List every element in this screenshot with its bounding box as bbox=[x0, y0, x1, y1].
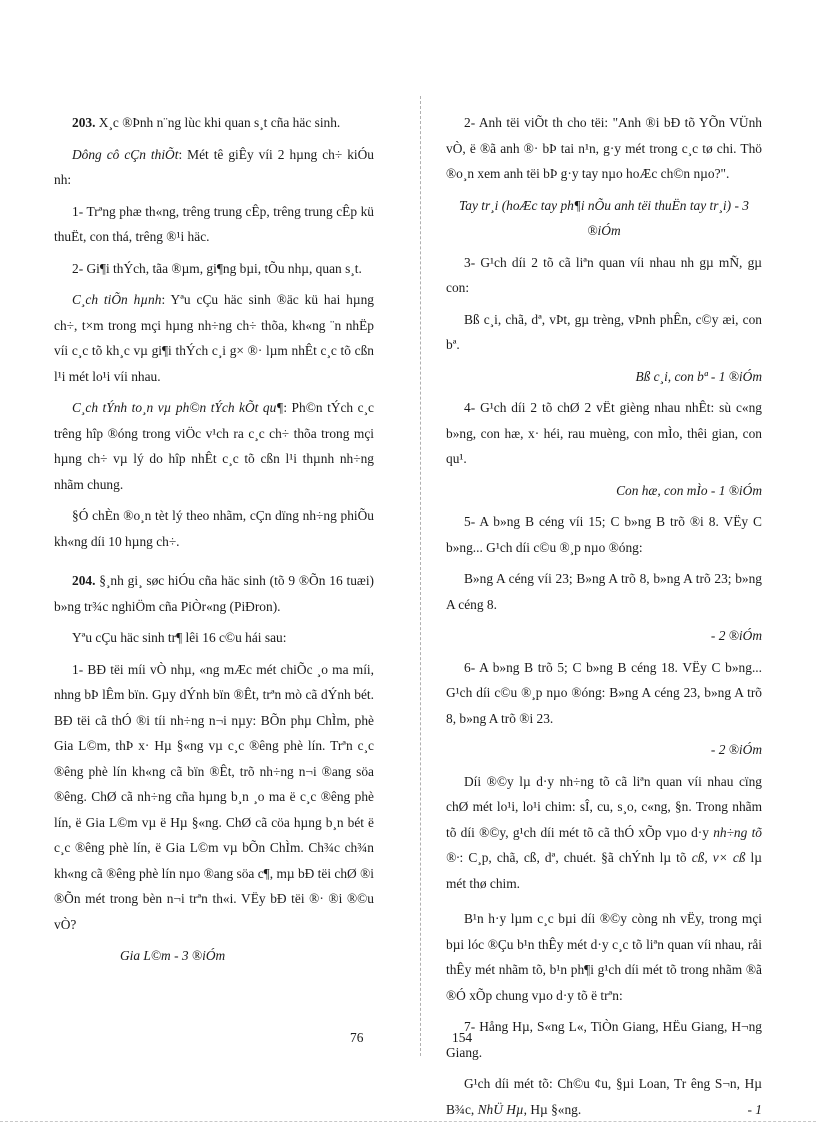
page-number-left: 76 bbox=[350, 1030, 364, 1045]
question-5: 5- A b»ng B céng víi 15; C b»ng B trõ ®i 8. VËy C b»ng... G¹ch díi c©u ®¸p nµo ®óng: bbox=[446, 514, 762, 555]
question-3: 3- G¹ch díi 2 tõ cã liªn quan víi nhau nh gµ mÑ, gµ con: bbox=[446, 254, 762, 295]
heading-203-number: 203. bbox=[72, 115, 96, 130]
question-7-score: - 1 bbox=[747, 1101, 762, 1117]
heading-204 bbox=[54, 568, 374, 619]
tool-text: : Mét tê giÊy víi 2 hµng ch÷ kiÓu nh: bbox=[54, 146, 374, 187]
fold-divider bbox=[420, 96, 421, 1056]
left-column bbox=[54, 110, 374, 975]
choices-text-b: , Hµ §«ng. bbox=[523, 1101, 582, 1117]
question-6: 6- A b»ng B trõ 5; C b»ng B céng 18. VËy C b»ng... G¹ch díi c©u ®¸p nµo ®óng: B»ng A céng 23, b»ng A trõ 8, b»ng A trõ ®i 23. bbox=[446, 659, 762, 726]
instruction-emphasis-2: cß, v× cß bbox=[691, 850, 746, 865]
word-row-2: 2- Gi¶i thÝch, tãa ®µm, gi¶ng bµi, tÕu nhµ, quan s¸t. bbox=[72, 260, 362, 276]
heading-204-number: 204. bbox=[72, 573, 96, 588]
question-1: 1- BÐ tëi míi vÒ nhµ, «ng mÆc mét chiÕc ¸o ma míi, nhng bÞ lÊm bïn. Gµy dÝnh bïn ®Êt, trªn mò cã dÝnh bét. BÐ tëi cã thÓ ®i tíi nh÷ng n¬i nµy: BÕn phµ ChÌm, phè Gia L©m, thÞ x· Hµ §«ng vµ c¸c ®êng phè lín. Trªn c¸c ®êng phè lín kh«ng cã bïn ®Êt, trõ nh÷ng n¬i ®ang söa ®êng. ChØ cã nh÷ng cña hµng b¸n ¸o ma ë c¸c ®êng phè lín, ë Gia L©m vµ ë Hµ §«ng. ChØ cã cöa hµng b¸n bét ë c¸c ®êng phè lín, ë Gia L©m vµ bÕn ChÌm. Ch¾c ch¾n kh«ng cã ®êng phè lín nµo ®ang söa c¶, mµ bÐ tëi chØ ®i ®Õn mét trong bèn n¬i trªn th«i. VËy bÐ tëi ®· ®i ®©u vÒ? bbox=[54, 661, 374, 932]
question-7: 7- Hång Hµ, S«ng L«, TiÒn Giang, HËu Giang, H¬ng Giang. bbox=[446, 1019, 762, 1060]
tool-paragraph bbox=[54, 142, 374, 193]
answer-4: Con hæ, con mÌo - 1 ®iÓm bbox=[616, 482, 762, 498]
bottom-dashed-edge bbox=[0, 1121, 816, 1122]
eval-paragraph bbox=[54, 395, 374, 497]
instruction-paragraph-2: B¹n h·y lµm c¸c bµi díi ®©y còng nh vËy, trong mçi bµi lóc ®Çu b¹n thÊy mét d·y c¸c tõ liªn quan víi nhau, råi thÊy mét nhãm tõ, b¹n ph¶i g¹ch díi mét tõ trong nhãm ®ã ®Ó xÕp chung vµo d·y tõ ë trªn: bbox=[446, 911, 762, 1003]
answer-3: Bß c¸i, con bª - 1 ®iÓm bbox=[635, 368, 762, 384]
choices-text-a: G¹ch díi mét tõ: Ch©u ¢u, §µi Loan, Tr êng S¬n, Hµ B¾c, bbox=[446, 1076, 762, 1117]
question-4: 4- G¹ch díi 2 tõ chØ 2 vËt gièng nhau nhÊt: sù c«ng b»ng, con hæ, x· héi, rau muèng, con mÌo, thêi gian, con qu¹. bbox=[446, 400, 762, 466]
eval-text: : Ph©n tÝch c¸c trêng hîp ®óng trong viÖc v¹ch ra c¸c ch÷ thõa trong mçi hµng ch÷ vµ lý do hîp nhÊt c¸c tõ cßn l¹i thµnh nh÷ng nhãm chung. bbox=[54, 400, 375, 492]
heading-203-text: X¸c ®Þnh n¨ng lùc khi quan s¸t cña häc sinh. bbox=[98, 115, 341, 130]
right-column bbox=[446, 110, 762, 1128]
heading-204-text: §¸nh gi¸ søc hiÓu cña häc sinh (tõ 9 ®Õn 16 tuæi) b»ng tr¾c nghiÖm cña PiÒr«ng (PiÐron). bbox=[54, 573, 374, 614]
answer-2: Tay tr¸i (hoÆc tay ph¶i nÕu anh tëi thuËn tay tr¸i) - 3 ®iÓm bbox=[459, 197, 749, 238]
instruction-text-a: Díi ®©y lµ d·y nh÷ng tõ cã liªn quan víi nhau cïng chØ mét lo¹i, lo¹i chim: sÎ, cu, s¸o, c«ng, §n. Trong nhãm tõ díi ®©y, g¹ch díi mét tõ cã thÓ xÕp vµo d·y bbox=[446, 773, 762, 840]
instruction-text-b: : C¸p, chã, cß, dª, chuét. §ã chÝnh lµ tõ bbox=[459, 850, 692, 865]
instruction-emphasis-1: nh÷ng tõ ®· bbox=[446, 824, 762, 865]
answer-6: - 2 ®iÓm bbox=[710, 742, 762, 757]
heading-203 bbox=[54, 110, 374, 136]
instruction-paragraph bbox=[446, 769, 762, 897]
method-text: : Yªu cÇu häc sinh ®äc kü hai hµng ch÷, t×m trong mçi hµng nh÷ng ch÷ thõa, kh«ng ¨n nhËp víi c¸c tõ kh¸c vµ gi¶i thÝch c¸i g× ®· lµm nhÊt c¸c tõ cßn l¹i mét lo¹i víi nhau. bbox=[54, 292, 374, 384]
question-7-choices bbox=[446, 1071, 762, 1122]
request-paragraph: Yªu cÇu häc sinh tr¶ lêi 16 c©u hái sau: bbox=[72, 630, 287, 645]
question-3-list: Bß c¸i, chã, dª, vÞt, gµ trèng, vÞnh phÊn, c©y æi, con bª. bbox=[446, 311, 762, 352]
choices-emphasis: NhÜ Hµ bbox=[477, 1101, 524, 1117]
question-5-options: B»ng A céng víi 23; B»ng A trõ 8, b»ng A trõ 23; b»ng A céng 8. bbox=[446, 571, 762, 612]
page-number-right: 154 bbox=[452, 1030, 473, 1045]
eval-label: C¸ch tÝnh to¸n vµ ph©n tÝch kÕt qu¶ bbox=[72, 400, 284, 415]
question-2: 2- Anh tëi viÕt th cho tëi: "Anh ®i bÐ tõ YÕn VÜnh vÒ, ë ®ã anh ®· bÞ tai n¹n, g·y mét trong c¸c tø chi. Thö ®o¸n xem anh tëi bÞ g·y tay nµo hoÆc ch©n nµo?". bbox=[446, 115, 762, 181]
tool-label: Dông cô cÇn thiÕt bbox=[72, 146, 179, 162]
note-paragraph: §Ó chÈn ®o¸n tèt lý theo nhãm, cÇn dïng nh÷ng phiÕu kh«ng díi 10 hµng ch÷. bbox=[54, 508, 374, 549]
word-row-1: 1- Trªng phæ th«ng, trêng trung cÊp, trêng trung cÊp kü thuËt, con thá, trêng ®¹i häc. bbox=[54, 203, 374, 244]
answer-1: Gia L©m - 3 ®iÓm bbox=[120, 948, 226, 963]
method-label: C¸ch tiÕn hµnh bbox=[72, 292, 162, 307]
answer-5: - 2 ®iÓm bbox=[710, 628, 762, 643]
method-paragraph bbox=[54, 287, 374, 389]
instruction-text-c: lµ mét thø chim. bbox=[446, 850, 762, 891]
